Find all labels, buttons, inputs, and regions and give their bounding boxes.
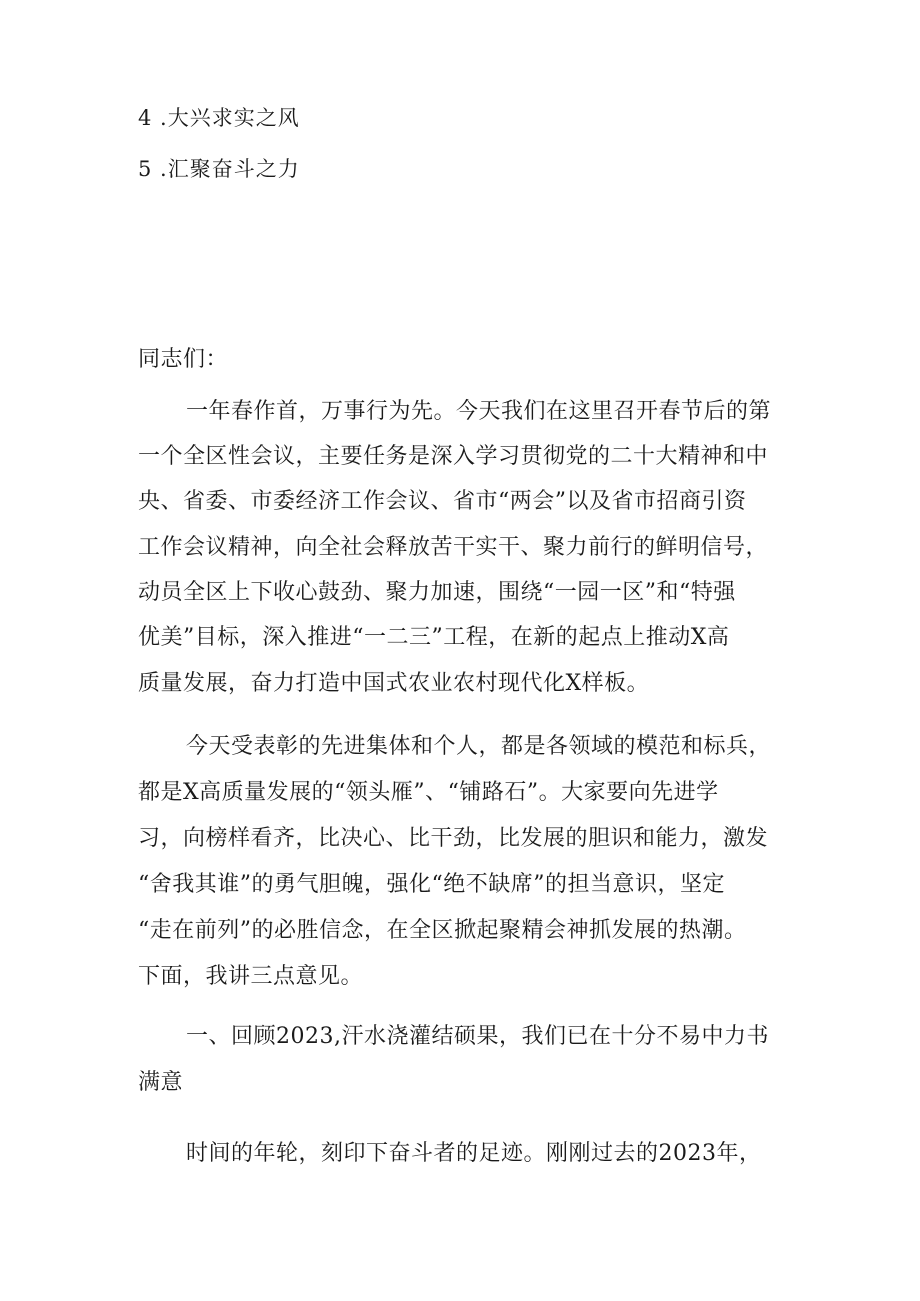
salutation: 同志们： (138, 347, 229, 372)
paragraph-line: 今天受表彰的先进集体和个人，都是各领域的模范和标兵， (186, 734, 772, 759)
paragraph-line: 优美”目标，深入推进“一二三”工程，在新的起点上推动X高 (138, 625, 730, 650)
section-heading: 满意 (138, 1070, 184, 1095)
paragraph-line: 一个全区性会议，主要任务是深入学习贯彻党的二十大精神和中 (138, 444, 769, 469)
paragraph-line: 工作会议精神，向全社会释放苦干实干、聚力前行的鲜明信号， (138, 535, 769, 560)
outline-item: 5 .汇聚奋斗之力 (138, 157, 300, 181)
paragraph-line: 下面，我讲三点意见。 (138, 964, 364, 989)
paragraph-line: “舍我其谁”的勇气胆魄，强化“绝不缺席”的担当意识，坚定 (138, 872, 725, 897)
paragraph-line: 质量发展，奋力打造中国式农业农村现代化X样板。 (138, 671, 650, 696)
paragraph-line: 一年春作首，万事行为先。今天我们在这里召开春节后的第 (186, 399, 772, 424)
paragraph-line: “走在前列”的必胜信念，在全区掀起聚精会神抓发展的热潮。 (138, 918, 747, 943)
paragraph-line: 时间的年轮，刻印下奋斗者的足迹。刚刚过去的2023年， (186, 1141, 762, 1166)
paragraph-line: 习，向榜样看齐，比决心、比干劲，比发展的胆识和能力，激发 (138, 826, 769, 851)
paragraph-line: 都是X高质量发展的“领头雁”、“铺路石”。大家要向先进学 (138, 780, 719, 805)
paragraph-line: 央、省委、市委经济工作会议、省市“两会”以及省市招商引资 (138, 489, 747, 514)
paragraph-line: 动员全区上下收心鼓劲、聚力加速，围绕“一园一区”和“特强 (138, 580, 736, 605)
section-heading: 一、回顾2023,汗水浇灌结硕果，我们已在十分不易中力书 (186, 1024, 769, 1049)
outline-item: 4 .大兴求实之风 (138, 106, 300, 130)
